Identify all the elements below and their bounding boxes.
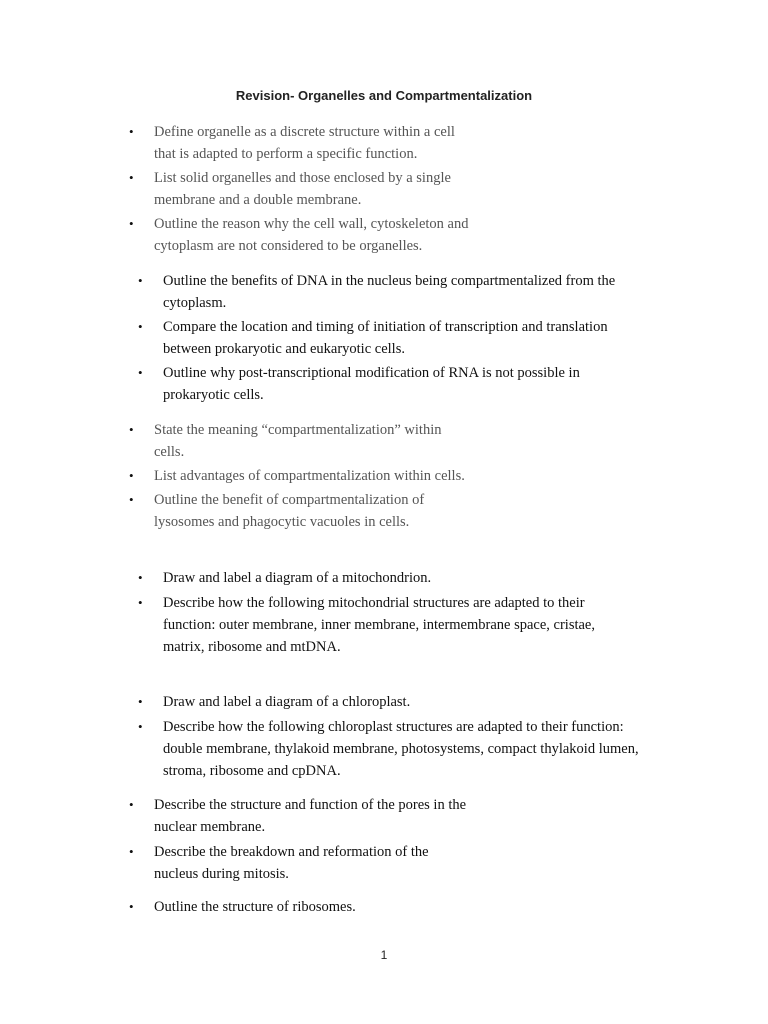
bullet-icon: • — [129, 797, 134, 812]
bullet-icon: • — [138, 719, 143, 734]
bullet-icon: • — [138, 694, 143, 709]
list-item: • Describe the structure and function of the pores in the nuclear membrane. — [154, 794, 674, 838]
list-item: • List advantages of compartmentalization within cells. — [154, 465, 674, 487]
list-item: • Draw and label a diagram of a mitochondrion. — [163, 567, 723, 589]
objectives-group-ribosomes — [129, 896, 674, 918]
list-item: • Outline the benefit of compartmentalization of lysosomes and phagocytic vacuoles in cells. — [154, 489, 674, 533]
list-item: • Outline the benefits of DNA in the nucleus being compartmentalized from the cytoplasm. — [163, 270, 723, 314]
list-item: • List solid organelles and those enclosed by a single membrane and a double membrane. — [154, 167, 674, 211]
list-item: • Outline why post-transcriptional modification of RNA is not possible in prokaryotic cells. — [163, 362, 723, 406]
objectives-group-nuclear — [129, 794, 674, 885]
list-item: • Compare the location and timing of initiation of transcription and translation between prokaryotic and eukaryotic cells. — [163, 316, 723, 360]
bullet-icon: • — [129, 899, 134, 914]
page-title: Revision- Organelles and Compartmentalization — [235, 88, 533, 103]
objectives-group-compartmentalization — [129, 419, 674, 533]
list-item: • State the meaning “compartmentalization” within cells. — [154, 419, 674, 463]
bullet-icon: • — [129, 422, 134, 437]
objectives-group-mitochondrion — [138, 567, 723, 658]
bullet-icon: • — [138, 570, 143, 585]
bullet-icon: • — [138, 273, 143, 288]
objectives-group-chloroplast — [138, 691, 743, 782]
bullet-icon: • — [129, 492, 134, 507]
bullet-icon: • — [129, 844, 134, 859]
bullet-icon: • — [138, 595, 143, 610]
list-item: • Define organelle as a discrete structure within a cell that is adapted to perform a specific function. — [154, 121, 674, 165]
bullet-icon: • — [138, 365, 143, 380]
bullet-icon: • — [129, 124, 134, 139]
objectives-group-nucleus — [138, 270, 723, 406]
list-item: • Draw and label a diagram of a chloroplast. — [163, 691, 743, 713]
objectives-group-organelles — [129, 121, 674, 257]
page-number: 1 — [380, 948, 388, 962]
bullet-icon: • — [129, 468, 134, 483]
list-item: • Outline the structure of ribosomes. — [154, 896, 674, 918]
bullet-icon: • — [129, 170, 134, 185]
list-item: • Outline the reason why the cell wall, cytoskeleton and cytoplasm are not considered to be organelles. — [154, 213, 674, 257]
list-item: • Describe how the following chloroplast structures are adapted to their function: double membrane, thylakoid membrane, photosystems, compact thylakoid lumen, stroma, ribosome and cpDNA. — [163, 716, 743, 782]
bullet-icon: • — [138, 319, 143, 334]
list-item: • Describe the breakdown and reformation of the nucleus during mitosis. — [154, 841, 674, 885]
list-item: • Describe how the following mitochondrial structures are adapted to their function: outer membrane, inner membrane, intermembrane space, cristae, matrix, ribosome and mtDNA. — [163, 592, 723, 658]
bullet-icon: • — [129, 216, 134, 231]
